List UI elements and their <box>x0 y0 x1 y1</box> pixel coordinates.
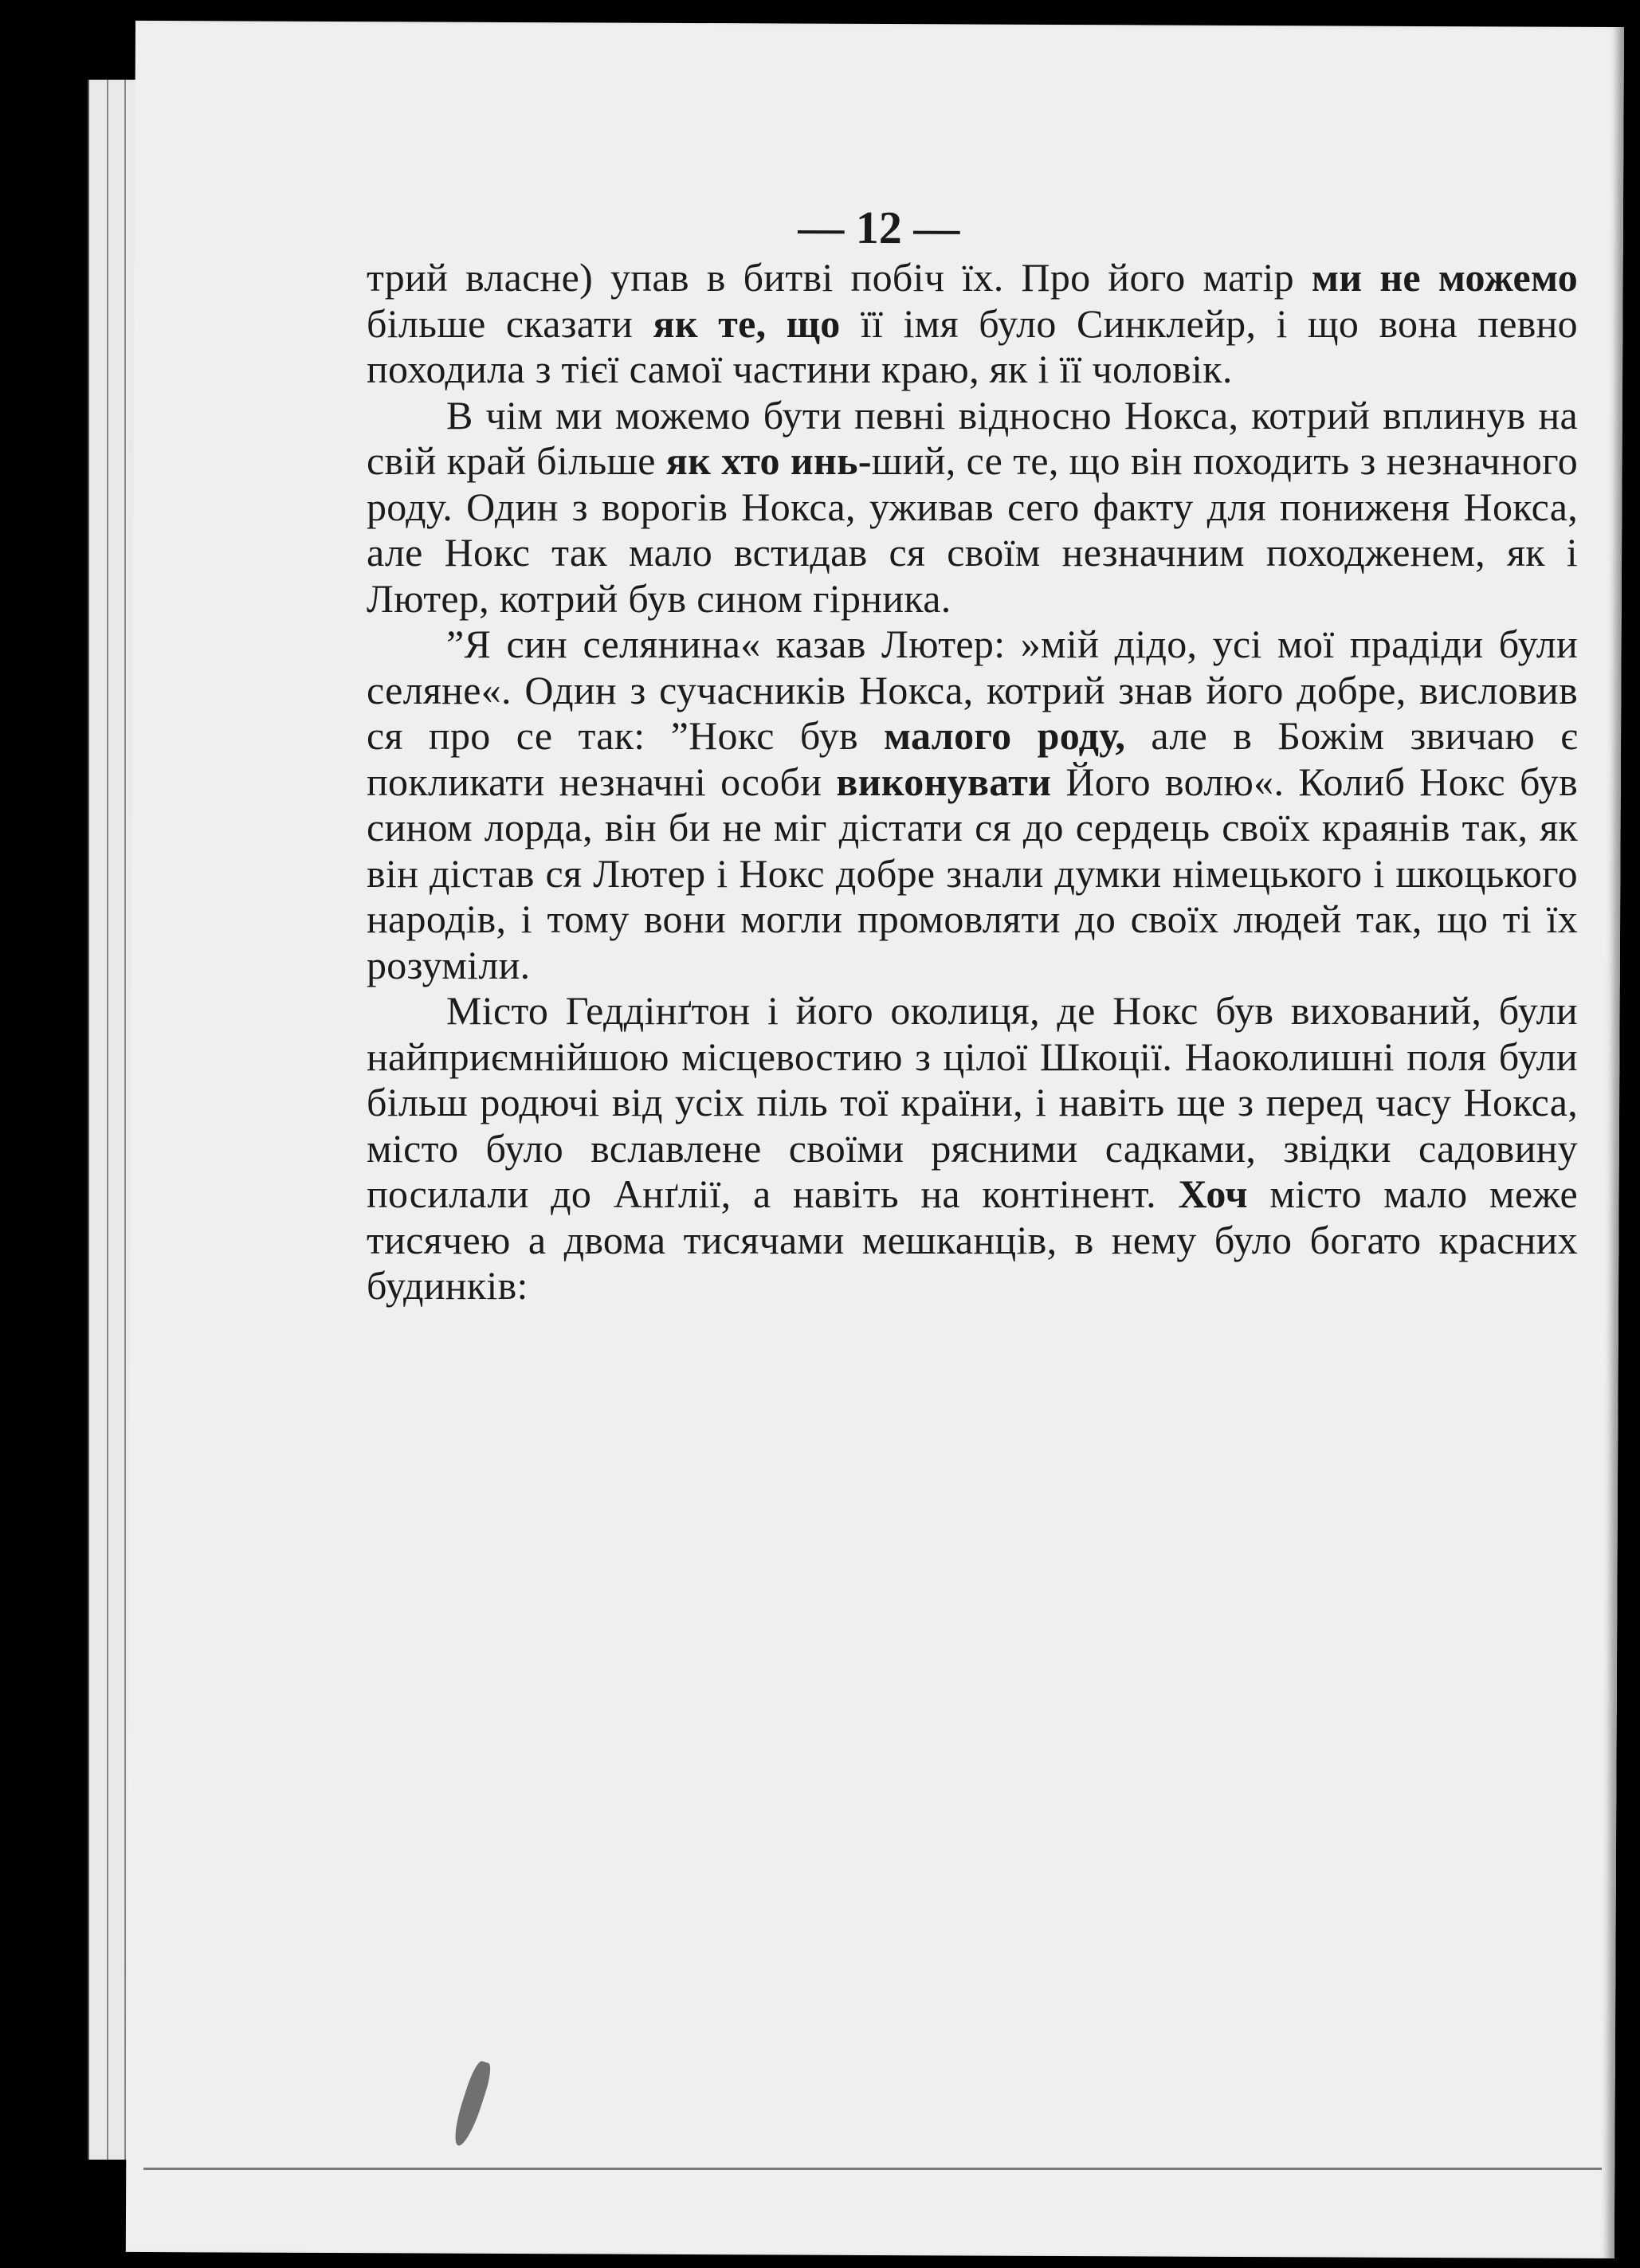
text-segment: Місто Геддінґтон і його околиця, де Нокс був вихований, були найприємнійшою місцевостию з цілої Шкоції. Наоколишні поля були більш родючі від усіх піль тої країни, і навіть ще з перед часу Нокса, місто було вславлене своїми рясними садками, звідки садовину посилали до Анґлії, а навіть на контінент. <box>367 988 1578 1216</box>
text-segment-bold: виконувати <box>836 759 1052 804</box>
page-number: — 12 — <box>798 201 960 254</box>
text-segment: ший, се те, що він походить з незначного роду. Один з ворогів Нокса, уживав сего факту для пониженя Нокса, але Нокс так мало встидав ся своїм незначним походженем, як і Лютер, котрий був сином гірника. <box>367 438 1578 621</box>
paragraph-1 <box>367 255 1578 393</box>
text-segment: більше сказати <box>367 300 653 346</box>
text-segment: В чім ми можемо бути певні відносно Нокса, котрий вплинув на свій край більше <box>367 392 1578 483</box>
paragraph-3 <box>367 622 1578 988</box>
text-segment-bold: ми не можемо <box>1311 255 1578 300</box>
page-bottom-edge <box>143 2168 1602 2170</box>
body-text <box>367 255 1578 1309</box>
text-segment: Його волю«. Колиб Нокс був сином лорда, він би не міг дістати ся до сердець своїх краянів так, як він дістав ся Лютер і Нокс добре знали думки німецького і шкоцького народів, і тому вони могли промовляти до своїх людей так, що ті їх розуміли. <box>367 759 1578 987</box>
paragraph-2 <box>367 393 1578 622</box>
paragraph-4 <box>367 988 1578 1309</box>
text-segment: трий власне) упав в битві побіч їх. Про його матір <box>367 255 1312 300</box>
text-segment-bold: як те, що <box>653 300 841 346</box>
text-segment-bold: Хоч <box>1178 1171 1248 1216</box>
text-segment: ”Я син селянина« казав Лютер: »мій дідо, усі мої прадіди були селяне«. Один з сучасників Нокса, котрий знав його добре, висловив ся про се так: ”Нокс був <box>367 622 1578 758</box>
text-segment: але в Божім звичаю є покликати незначні особи <box>367 713 1578 804</box>
text-segment: її імя було Синклейр, і що вона певно походила з тієї самої частини краю, як і її чоловік. <box>367 300 1578 391</box>
text-segment-bold: як хто инь- <box>665 438 872 483</box>
text-segment: місто мало меже тисячею а двома тисячами мешканців, в нему було богато красних будинків: <box>367 1171 1578 1308</box>
text-segment-bold: малого роду, <box>884 713 1126 758</box>
